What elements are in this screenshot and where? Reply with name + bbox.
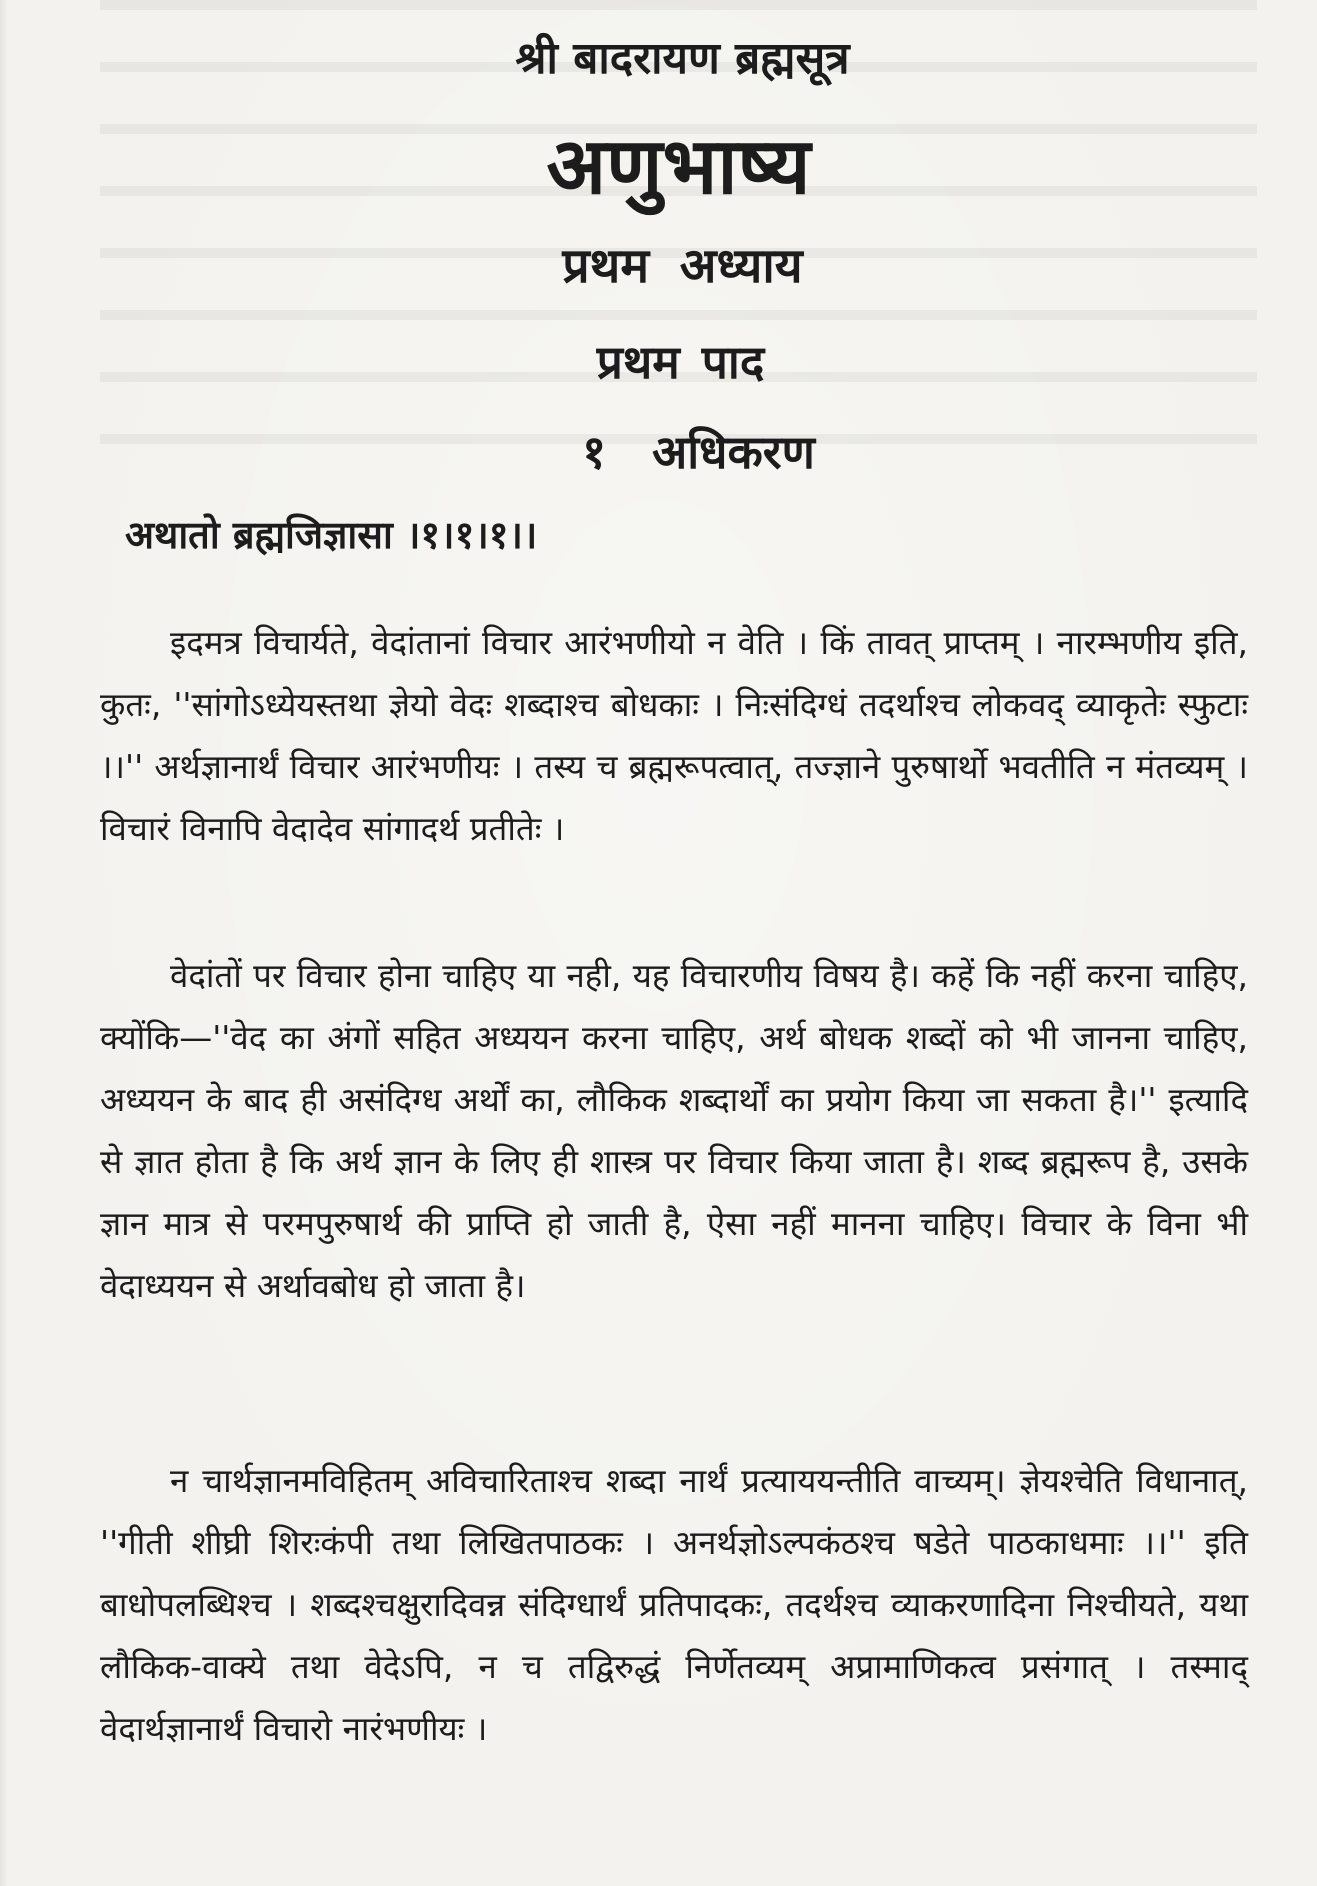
section-heading: १ अधिकरण xyxy=(582,425,815,479)
hindi-translation-paragraph: वेदांतों पर विचार होना चाहिए या नही, यह विचारणीय विषय है। कहें कि नहीं करना चाहिए, क्योंकि—''वेद का अंगों सहित अध्ययन करना चाहिए, अर्थ बोधक शब्दों को भी जानना चाहिए, अध्ययन के बाद ही असंदिग्ध अर्थों का, लौकिक शब्दार्थों का प्रयोग किया जा सकता है।'' इत्यादि से ज्ञात होता है कि अर्थ ज्ञान के लिए ही शास्त्र पर विचार किया जाता है। शब्द ब्रह्मरूप है, उसके ज्ञान मात्र से परमपुरुषार्थ की प्राप्ति हो जाती है, ऐसा नहीं मानना चाहिए। विचार के विना भी वेदाध्ययन से अर्थावबोध हो जाता है। xyxy=(100,956,1248,1305)
chapter-heading: प्रथम अध्याय xyxy=(562,238,803,294)
book-title: अणुभाष्य xyxy=(546,122,811,212)
sanskrit-commentary-paragraph: इदमत्र विचार्यते, वेदांतानां विचार आरंभणीयो न वेति । किं तावत् प्राप्तम् । नारम्भणीय इति, कुतः, ''सांगोऽध्येयस्तथा ज्ञेयो वेदः शब्दाश्च बोधकाः । निःसंदिग्धं तदर्थाश्च लोकवद् व्याकृतेः स्फुटाः ।।'' अर्थज्ञानार्थं विचार आरंभणीयः । तस्य च ब्रह्मरूपत्वात्, तज्ज्ञाने पुरुषार्थो भवतीति न मंतव्यम् । विचारं विनापि वेदादेव सांगादर्थ प्रतीतेः । xyxy=(100,623,1248,848)
pada-heading: प्रथम पाद xyxy=(596,335,765,389)
sutra-text: अथातो ब्रह्मजिज्ञासा ।१।१।१।। xyxy=(125,513,538,557)
sanskrit-commentary-paragraph-2: न चार्थज्ञानमविहितम् अविचारिताश्च शब्दा नार्थं प्रत्याययन्तीति वाच्यम्। ज्ञेयश्चेति विधानात्, ''गीती शीघ्री शिरःकंपी तथा लिखितपाठकः । अनर्थज्ञोऽल्पकंठश्च षडेते पाठकाधमाः ।।'' इति बाधोपलब्धिश्च । शब्दश्चक्षुरादिवन्न संदिग्धार्थं प्रतिपादकः, तदर्थश्च व्याकरणादिना निश्चीयते, यथा लौकिक-वाक्ये तथा वेदेऽपि, न च तद्विरुद्धं निर्णेतव्यम् अप्रामाणिकत्व प्रसंगात् । तस्माद् वेदार्थज्ञानार्थं विचारो नारंभणीयः । xyxy=(100,1461,1248,1748)
page-edge-shadow xyxy=(0,0,8,1886)
series-title: श्री बादरायण ब्रह्मसूत्र xyxy=(515,33,850,84)
